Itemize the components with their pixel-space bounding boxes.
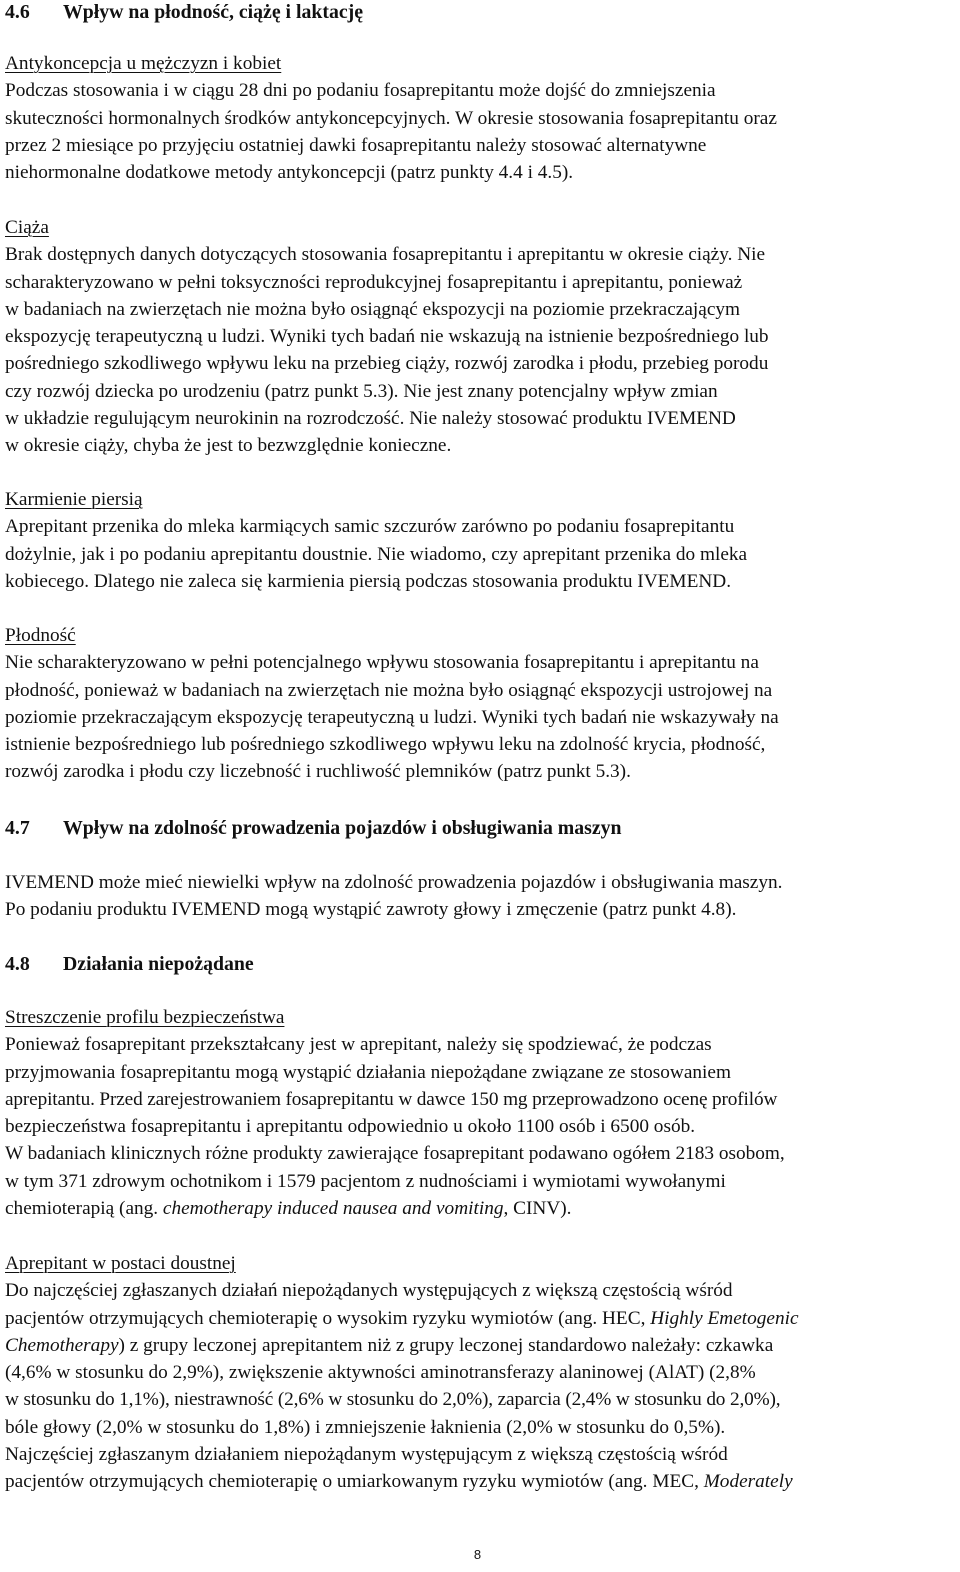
paragraph-line: poziomie przekraczającym ekspozycję terapeutyczną u ludzi. Wyniki tych badań nie wskazywały na xyxy=(5,706,779,728)
safety-profile-block xyxy=(5,1004,785,1222)
paragraph-line: IVEMEND może mieć niewielki wpływ na zdolność prowadzenia pojazdów i obsługiwania maszyn. xyxy=(5,872,783,893)
fertility-block xyxy=(5,622,779,786)
oral-aprepitant-subheading: Aprepitant w postaci doustnej xyxy=(5,1253,236,1274)
section-number: 4.8 xyxy=(5,953,30,975)
paragraph-line: płodność, ponieważ w badaniach na zwierzętach nie można było osiągnąć ekspozycji ustrojowej na xyxy=(5,679,773,701)
paragraph-line: skuteczności hormonalnych środków antykoncepcyjnych. W okresie stosowania fosaprepitantu oraz xyxy=(5,107,777,129)
paragraph-line: przyjmowania fosaprepitantu mogą wystąpić działania niepożądane związane ze stosowaniem xyxy=(5,1061,731,1083)
paragraph-line: w układzie regulującym neurokinin na rozrodczość. Nie należy stosować produktu IVEMEND xyxy=(5,408,736,430)
paragraph-line: (4,6% w stosunku do 2,9%), zwiększenie aktywności aminotransferazy alaninowej (AlAT) (2,8% xyxy=(5,1362,756,1384)
section-number: 4.6 xyxy=(5,1,30,23)
paragraph-line: Nie scharakteryzowano w pełni potencjalnego wpływu stosowania fosaprepitantu i aprepitantu na xyxy=(5,652,759,674)
section-4-6-heading xyxy=(5,0,363,26)
safety-profile-subheading: Streszczenie profilu bezpieczeństwa xyxy=(5,1007,285,1028)
page-number: 8 xyxy=(473,1547,482,1562)
contraception-subheading: Antykoncepcja u mężczyzn i kobiet xyxy=(5,53,282,74)
paragraph-line: w badaniach na zwierzętach nie można było osiągnąć ekspozycji na poziomie przekraczającym xyxy=(5,298,741,320)
paragraph-line: pacjentów otrzymujących chemioterapię o wysokim ryzyku wymiotów (ang. HEC, Highly Emetogenic xyxy=(5,1307,799,1329)
paragraph-line: Ponieważ fosaprepitant przekształcany jest w aprepitant, należy się spodziewać, że podczas xyxy=(5,1034,712,1056)
section-number: 4.7 xyxy=(5,817,30,839)
paragraph-line: bezpieczeństwa fosaprepitantu i aprepitantu odpowiednio u około 1100 osób i 6500 osób. xyxy=(5,1116,696,1138)
paragraph-line: Najczęściej zgłaszanym działaniem niepożądanym występującym z większą częstością wśród xyxy=(5,1444,728,1466)
section-4-7-heading xyxy=(5,815,622,842)
fertility-subheading: Płodność xyxy=(5,625,76,646)
paragraph-line: Podczas stosowania i w ciągu 28 dni po podaniu fosaprepitantu może dojść do zmniejszenia xyxy=(5,80,716,102)
breastfeeding-subheading: Karmienie piersią xyxy=(5,489,143,510)
paragraph-line: Chemotherapy) z grupy leczonej aprepitantem niż z grupy leczonej standardowo należały: czkawka xyxy=(5,1334,774,1356)
contraception-block xyxy=(5,50,777,186)
paragraph-line: pośredniego szkodliwego wpływu leku na przebieg ciąży, rozwój zarodka i płodu, przebieg porodu xyxy=(5,353,769,375)
oral-aprepitant-block xyxy=(5,1250,799,1496)
pregnancy-block xyxy=(5,214,769,460)
section-4-8-heading xyxy=(5,951,254,978)
paragraph-line: w okresie ciąży, chyba że jest to bezwzględnie konieczne. xyxy=(5,435,452,457)
paragraph-line: Po podaniu produktu IVEMEND mogą wystąpić zawroty głowy i zmęczenie (patrz punkt 4.8). xyxy=(5,899,737,921)
paragraph-line: Do najczęściej zgłaszanych działań niepożądanych występujących z większą częstością wśród xyxy=(5,1280,733,1302)
paragraph-line: przez 2 miesiące po przyjęciu ostatniej dawki fosaprepitantu należy stosować alternatywne xyxy=(5,134,707,156)
paragraph-line: scharakteryzowano w pełni toksyczności reprodukcyjnej fosaprepitantu i aprepitantu, ponieważ xyxy=(5,271,743,293)
section-title: Wpływ na zdolność prowadzenia pojazdów i obsługiwania maszyn xyxy=(63,817,622,839)
paragraph-line: w stosunku do 1,1%), niestrawność (2,6% w stosunku do 2,0%), zaparcia (2,4% w stosunku do 2,0%), xyxy=(5,1389,781,1411)
paragraph-line: rozwój zarodka i płodu czy liczebność i ruchliwość plemników (patrz punkt 5.3). xyxy=(5,761,631,783)
driving-block xyxy=(5,869,782,924)
paragraph-line: aprepitantu. Przed zarejestrowaniem fosaprepitantu w dawce 150 mg przeprowadzono ocenę profilów xyxy=(5,1088,778,1110)
paragraph-line: chemioterapią (ang. chemotherapy induced nausea and vomiting, CINV). xyxy=(5,1198,572,1220)
breastfeeding-block xyxy=(5,486,747,595)
paragraph-line: bóle głowy (2,0% w stosunku do 1,8%) i zmniejszenie łaknienia (2,0% w stosunku do 0,5%). xyxy=(5,1416,726,1438)
paragraph-line: czy rozwój dziecka po urodzeniu (patrz punkt 5.3). Nie jest znany potencjalny wpływ zmian xyxy=(5,380,718,402)
paragraph-line: w tym 371 zdrowym ochotnikom i 1579 pacjentom z nudnościami i wymiotami wywołanymi xyxy=(5,1170,726,1192)
paragraph-line: pacjentów otrzymujących chemioterapię o umiarkowanym ryzyku wymiotów (ang. MEC, Moderately xyxy=(5,1471,793,1493)
section-title: Wpływ na płodność, ciążę i laktację xyxy=(63,1,364,23)
paragraph-line: kobiecego. Dlatego nie zaleca się karmienia piersią podczas stosowania produktu IVEMEND. xyxy=(5,570,732,592)
paragraph-line: dożylnie, jak i po podaniu aprepitantu doustnie. Nie wiadomo, czy aprepitant przenika do mleka xyxy=(5,543,748,565)
pregnancy-subheading: Ciąża xyxy=(5,217,49,238)
section-title: Działania niepożądane xyxy=(63,953,254,975)
paragraph-line: Aprepitant przenika do mleka karmiących samic szczurów zarówno po podaniu fosaprepitantu xyxy=(5,516,735,538)
paragraph-line: W badaniach klinicznych różne produkty zawierające fosaprepitant podawano ogółem 2183 osobom, xyxy=(5,1143,785,1165)
paragraph-line: istnienie bezpośredniego lub pośredniego szkodliwego wpływu leku na zdolność krycia, płodność, xyxy=(5,734,766,756)
paragraph-line: niehormonalne dodatkowe metody antykoncepcji (patrz punkty 4.4 i 4.5). xyxy=(5,162,574,184)
paragraph-line: ekspozycję terapeutyczną u ludzi. Wyniki tych badań nie wskazują na istnienie bezpośredniego lub xyxy=(5,326,769,348)
paragraph-line: Brak dostępnych danych dotyczących stosowania fosaprepitantu i aprepitantu w okresie ciąży. Nie xyxy=(5,244,766,266)
